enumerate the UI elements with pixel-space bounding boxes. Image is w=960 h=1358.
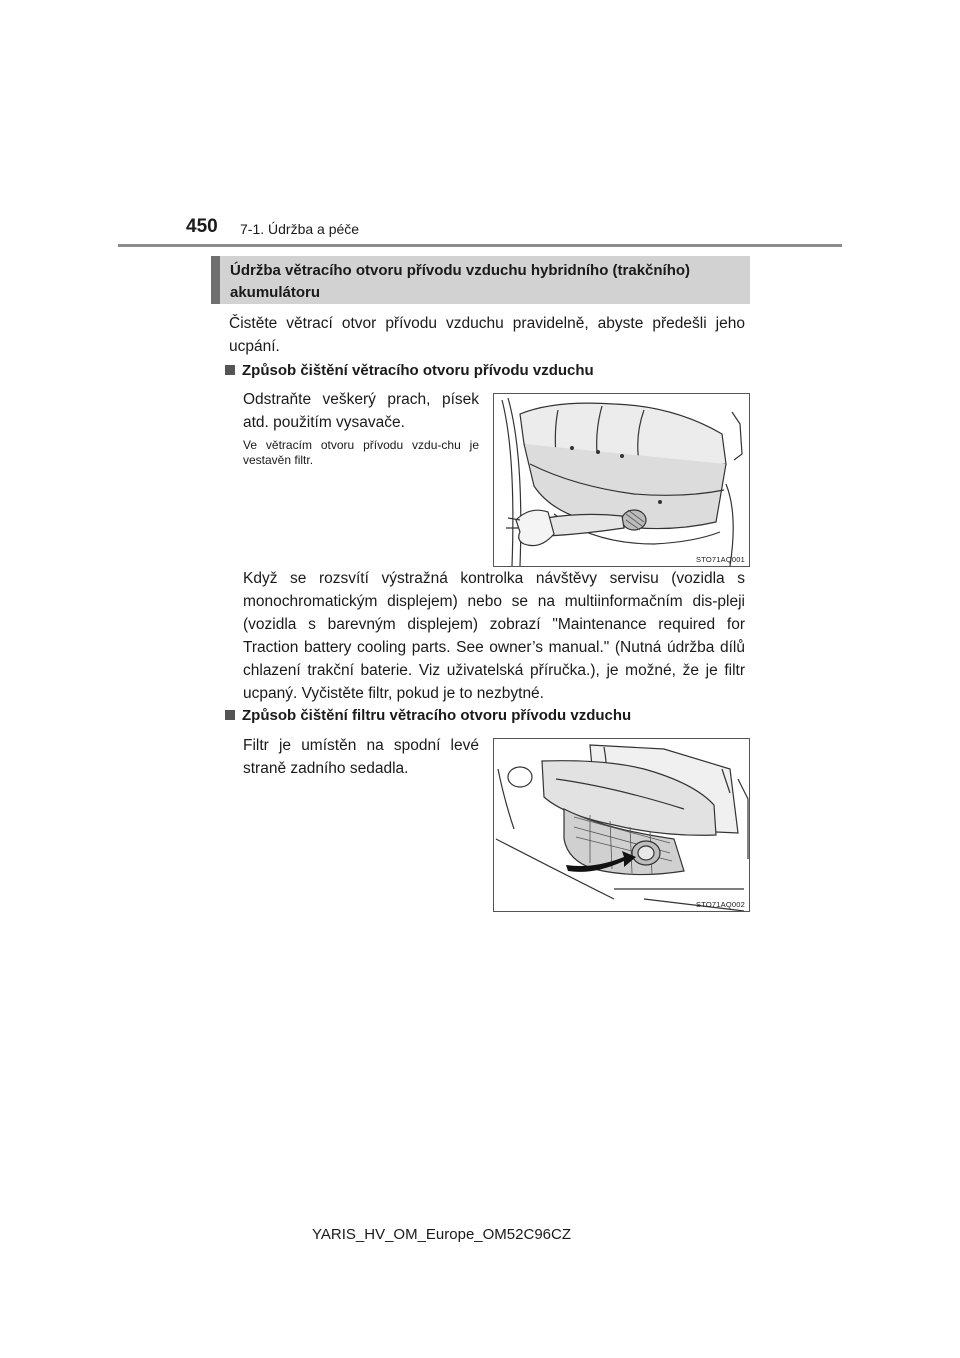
section-title-box — [211, 256, 750, 304]
figure-id-2: STO71AQ002 — [696, 900, 745, 909]
vent-cleaning-text: Odstraňte veškerý prach, písek atd. použitím vysavače. — [243, 391, 479, 431]
subheading-vent-cleaning — [225, 361, 594, 381]
subheading-vent-cleaning-label: Způsob čištění větracího otvoru přívodu vzduchu — [242, 362, 594, 379]
document-code: YARIS_HV_OM_Europe_OM52C96CZ — [312, 1226, 571, 1243]
illustration-vacuum-seat — [494, 394, 750, 567]
figure-vacuum-vent — [493, 393, 750, 567]
figure-filter-location — [493, 738, 750, 912]
chapter-title: 7-1. Údržba a péče — [240, 221, 360, 237]
square-bullet-icon — [225, 710, 235, 720]
square-bullet-icon — [225, 365, 235, 375]
section-intro: Čistěte větrací otvor přívodu vzduchu pravidelně, abyste předešli jeho ucpání. — [229, 315, 745, 355]
illustration-filter-seat — [494, 739, 750, 912]
warning-light-text: Když se rozsvítí výstražná kontrolka návštěvy servisu (vozidla s monochromatickým displejem) nebo se na multiinformačním dis-pleji (vozidla s barevným displejem) zobrazí "Maintenance required for Traction battery cooling parts. See owner’s manual." (Nutná údržba dílů chlazení trakční baterie. Viz uživatelská příručka.), je možné, že je filtr ucpaný. Vyčistěte filtr, pokud je to nezbytné. — [243, 570, 745, 702]
section-title: Údržba větracího otvoru přívodu vzduchu hybridního (trakčního) akumulátoru — [230, 262, 691, 301]
header-divider — [118, 244, 842, 247]
vent-filter-note: Ve větracím otvoru přívodu vzdu-chu je vestavěn filtr. — [243, 438, 479, 467]
figure-id-1: STO71AQ001 — [696, 555, 745, 564]
filter-location-text: Filtr je umístěn na spodní levé straně zadního sedadla. — [243, 737, 479, 777]
subheading-filter-cleaning — [225, 706, 631, 726]
page-number: 450 — [186, 216, 218, 237]
subheading-filter-cleaning-label: Způsob čištění filtru větracího otvoru přívodu vzduchu — [242, 707, 632, 724]
